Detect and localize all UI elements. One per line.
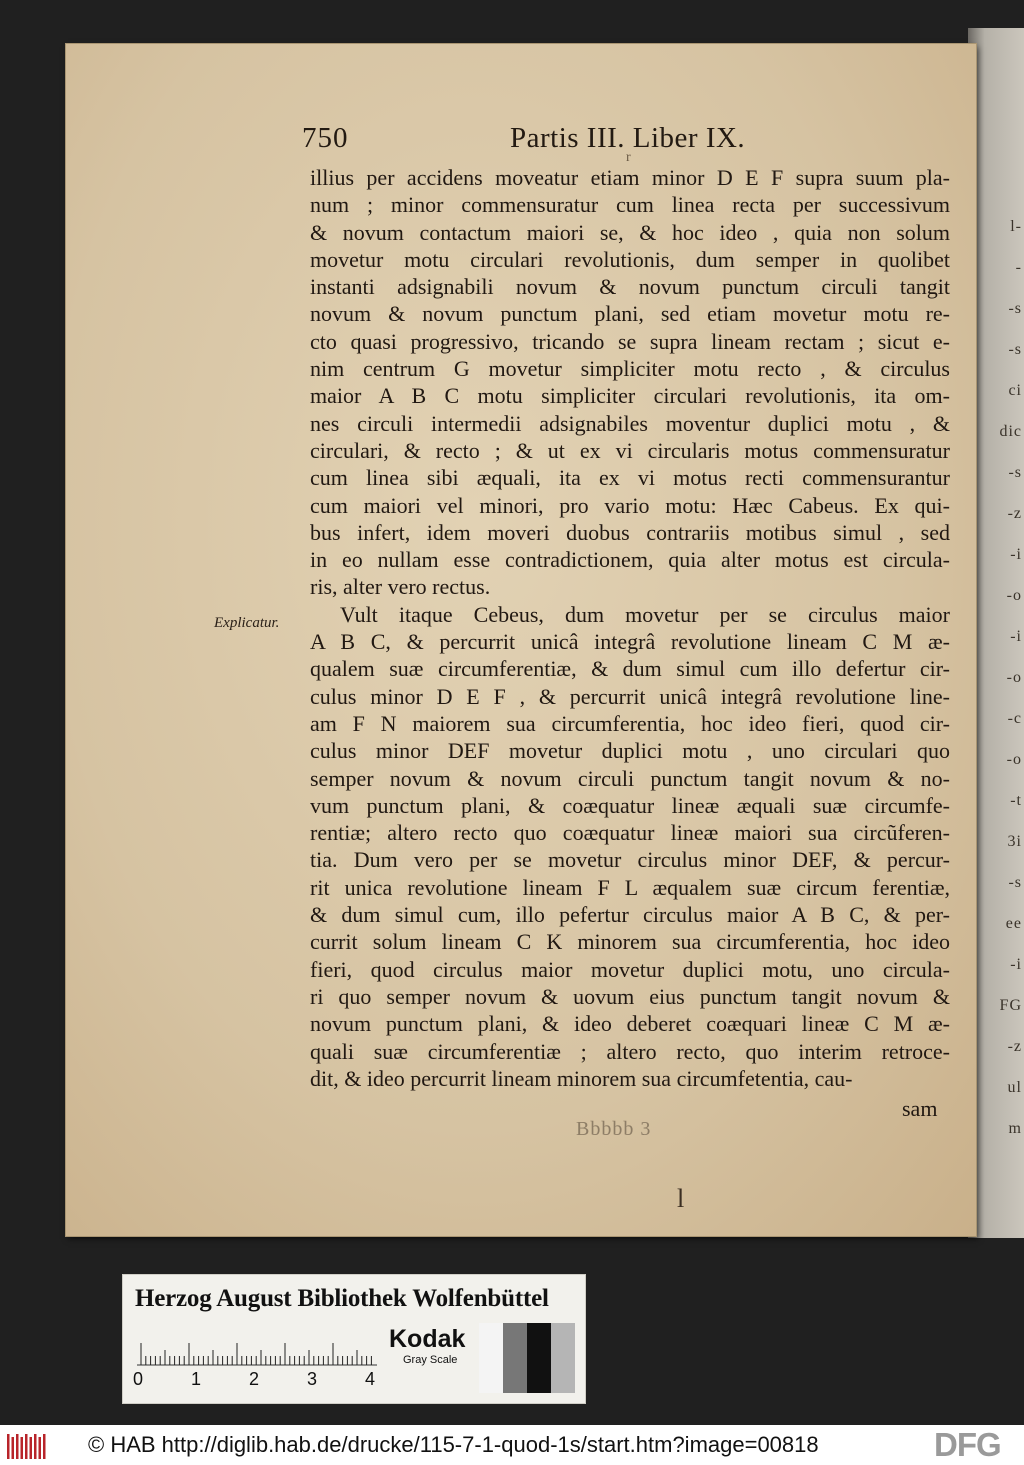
ruler-label: 3 <box>307 1369 318 1389</box>
color-target-card <box>122 1274 586 1404</box>
adjacent-page-edge <box>968 28 1024 1238</box>
text-line: currit solum lineam C K minorem sua circumferentia, hoc ideo <box>310 929 950 955</box>
text-line: bus infert, idem moveri duobus contrariis motibus simul , sed <box>310 519 950 545</box>
text-line: tia. Dum vero per se movetur circulus minor DEF, & percur- <box>310 847 950 873</box>
gray-patches <box>479 1323 575 1393</box>
adjacent-page-fragment: -z <box>1007 505 1022 522</box>
signature-mark: Bbbbb 3 <box>576 1118 652 1140</box>
text-line: & novum contactum maiori se, & hoc ideo , quia non solum <box>310 219 950 245</box>
ruler-scale <box>137 1327 377 1367</box>
adjacent-page-fragment: m <box>1008 1120 1022 1137</box>
page-number: 750 <box>302 122 349 154</box>
header-mark: r <box>626 150 631 165</box>
gray-patch <box>551 1323 575 1393</box>
hab-logo-icon <box>6 1433 48 1459</box>
adjacent-page-fragment: -i <box>1010 546 1022 563</box>
text-line: rentiæ; altero recto quo coæquatur lineæ maiori sua circũferen- <box>310 820 950 846</box>
ruler-label: 4 <box>365 1369 376 1389</box>
text-line: cum linea sibi æquali, ita ex vi motus recti commensurantur <box>310 465 950 491</box>
running-head: Partis III. Liber IX. <box>510 122 746 154</box>
text-line: circulari, & recto ; & ut ex vi circularis motus commensuratur <box>310 437 950 463</box>
text-line: culus minor DEF movetur duplici motu , uno circulari quo <box>310 738 950 764</box>
text-line: cto quasi progressivo, tricando se supra lineam rectam ; sicut e- <box>310 328 950 354</box>
ruler-label: 2 <box>249 1369 260 1389</box>
text-line: cum maiori vel minori, pro vario motu: Hæc Cabeus. Ex qui- <box>310 492 950 518</box>
bottom-mark: l <box>677 1184 685 1213</box>
text-line: nim centrum G movetur simpliciter motu recto , & circulus <box>310 356 950 382</box>
adjacent-page-fragment: -z <box>1007 1038 1022 1055</box>
library-name: Herzog August Bibliothek Wolfenbüttel <box>135 1285 549 1312</box>
body-text <box>310 164 950 1092</box>
text-line: & dum simul cum, illo pefertur circulus maior A B C, & per- <box>310 902 950 928</box>
text-line: ris, alter vero rectus. <box>310 574 491 600</box>
adjacent-page-fragment: -i <box>1010 628 1022 645</box>
text-line: culus minor D E F , & percurrit unicâ integrâ revolutione line- <box>310 683 950 709</box>
text-line: vum punctum plani, & coæquatur lineæ æquali suæ circumfe- <box>310 792 950 818</box>
gray-patch <box>503 1323 527 1393</box>
adjacent-page-fragment: -t <box>1010 792 1022 809</box>
text-line: movetur motu circulari revolutionis, dum semper in quolibet <box>310 246 950 272</box>
adjacent-page-fragment: -o <box>1006 587 1022 604</box>
adjacent-page-fragment: -i <box>1010 956 1022 973</box>
text-line: dit, & ideo percurrit lineam minorem sua circumfetentia, cau- <box>310 1065 853 1091</box>
footer-bar <box>0 1425 1024 1465</box>
adjacent-page-fragment: ci <box>1008 382 1022 399</box>
ruler-label: 1 <box>191 1369 202 1389</box>
text-line: ri quo semper novum & uovum eius punctum tangit novum & <box>310 983 950 1009</box>
kodak-logo: Kodak <box>389 1325 466 1353</box>
text-line: novum punctum plani, & ideo deberet coæquari lineæ C M æ- <box>310 1011 950 1037</box>
dfg-logo: DFG <box>934 1426 1001 1463</box>
text-line: instanti adsignabili novum & novum punctum circuli tangit <box>310 274 950 300</box>
text-line: novum & novum punctum plani, sed etiam movetur motu re- <box>310 301 950 327</box>
footer-copyright-link[interactable]: © HAB http://diglib.hab.de/drucke/115-7-1-quod-1s/start.htm?image=00818 <box>88 1432 819 1457</box>
adjacent-page-fragment: -s <box>1008 874 1022 891</box>
kodak-subtitle: Gray Scale <box>403 1354 458 1366</box>
adjacent-page-fragment: -c <box>1007 710 1022 727</box>
margin-note: Explicatur. <box>214 615 280 631</box>
text-line: semper novum & novum circuli punctum tangit novum & no- <box>310 765 950 791</box>
text-line: in eo nullam esse contradictionem, quia alter motus est circula- <box>310 547 950 573</box>
adjacent-page-fragment: l- <box>1010 218 1022 235</box>
text-line: quali suæ circumferentiæ ; altero recto, quo interim retroce- <box>310 1038 950 1064</box>
text-line: illius per accidens moveatur etiam minor D E F supra suum pla- <box>310 165 950 190</box>
adjacent-page-fragment: - <box>1015 259 1022 276</box>
text-line: rit unica revolutione lineam F L æqualem suæ circum ferentiæ, <box>310 874 950 900</box>
book-page <box>66 44 976 1236</box>
adjacent-page-fragment: dic <box>999 423 1022 440</box>
gray-patch <box>479 1323 503 1393</box>
adjacent-page-fragment: FG <box>999 997 1022 1014</box>
text-line: Vult itaque Cebeus, dum movetur per se circulus maior <box>340 601 950 627</box>
text-line: maior A B C motu simpliciter circulari revolutionis, ita om- <box>310 383 950 409</box>
text-line: qualem suæ circumferentiæ, & dum simul cum illo defertur cir- <box>310 656 950 682</box>
adjacent-page-fragment: -s <box>1008 300 1022 317</box>
catchword: sam <box>902 1096 938 1121</box>
ruler-label: 0 <box>133 1369 144 1389</box>
adjacent-page-fragment: -o <box>1006 751 1022 768</box>
text-line: A B C, & percurrit unicâ integrâ revolutione lineam C M æ- <box>310 629 950 655</box>
page-header <box>66 122 976 165</box>
text-line: num ; minor commensuratur cum linea recta per successivum <box>310 192 950 218</box>
adjacent-page-fragment: -o <box>1006 669 1022 686</box>
adjacent-page-fragment: 3i <box>1007 833 1022 850</box>
text-line: am F N maiorem sua circumferentia, hoc ideo fieri, quod cir- <box>310 710 950 736</box>
adjacent-page-fragment: -s <box>1008 341 1022 358</box>
text-line: nes circuli intermedii adsignabiles moventur duplici motu , & <box>310 410 950 436</box>
gray-patch <box>527 1323 551 1393</box>
adjacent-page-fragment: ul <box>1007 1079 1022 1096</box>
adjacent-page-fragment: -s <box>1008 464 1022 481</box>
adjacent-page-fragment: ee <box>1005 915 1022 932</box>
text-line: fieri, quod circulus maior movetur duplici motu, uno circula- <box>310 956 950 982</box>
